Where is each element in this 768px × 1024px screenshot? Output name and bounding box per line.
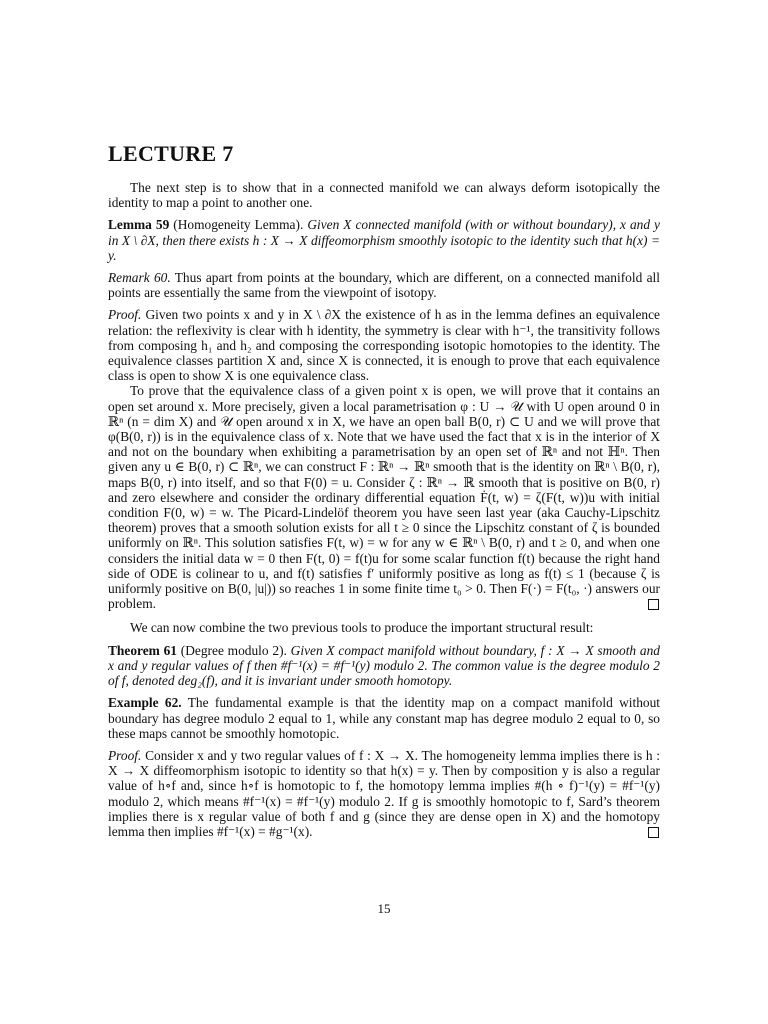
remark-label: Remark 60. xyxy=(108,270,171,286)
example-62 xyxy=(108,695,660,741)
theorem-name: (Degree modulo 2). xyxy=(180,642,287,658)
proof-label: Proof. xyxy=(108,747,142,763)
lecture-heading: LECTURE 7 xyxy=(108,141,234,166)
page-content xyxy=(108,141,660,839)
proof-label: Proof. xyxy=(108,307,142,323)
theorem-61 xyxy=(108,643,660,689)
theorem-statement: Given X compact manifold without boundary, f : X → X smooth and x and y regular values of f then #f⁻¹(x) = #f⁻¹(y) modulo 2. The common value is the degree modulo 2 of f, denoted deg₂(f), and it is invariant under smooth homotopy. xyxy=(108,642,660,689)
theorem-label: Theorem 61 xyxy=(108,642,177,658)
transition-paragraph: We can now combine the two previous tools to produce the important structural result: xyxy=(130,620,594,636)
proof-theorem xyxy=(108,748,660,839)
proof-text: Given two points x and y in X \ ∂X the existence of h as in the lemma defines an equivalence relation: the reflexivity is clear with h identity, the symmetry is clear with h⁻¹, the transitivity follows from composing h₁ and h₂ and composing the corresponding isotopic homotopies to the identity. The equivalence classes partition X and, since X is connected, it is enough to prove that each equivalence class is open to show X is one equivalence class. xyxy=(108,307,660,384)
proof-text: Consider x and y two regular values of f : X → X. The homogeneity lemma implies there is h : X → X diffeomorphism isotopic to identity so that h(x) = y. Then by composition y is also a regular value of h∘f and, since h∘f is homotopic to f, the homotopy lemma implies #(h ∘ f)⁻¹(y) = #f⁻¹(y) modulo 2, which means #f⁻¹(x) = #f⁻¹(y) modulo 2. If g is smoothly homotopic to f, Sard’s theorem implies there is x regular value of both f and g (since they are dense open in X) and the homotopy lemma then implies #f⁻¹(x) = #g⁻¹(x). xyxy=(108,747,660,839)
example-text: The fundamental example is that the identity map on a compact manifold without boundary has degree modulo 2 equal to 1, while any constant map has degree modulo 2 equal to 0, so these maps cannot be smoothly homotopic. xyxy=(108,695,661,741)
intro-paragraph: The next step is to show that in a connected manifold we can always deform isotopically the identity to map a point to another one. xyxy=(108,180,660,211)
lemma-name: (Homogeneity Lemma). xyxy=(173,217,304,233)
proof-lemma-paragraph-2 xyxy=(108,383,660,611)
proof-text: To prove that the equivalence class of a given point x is open, we will prove that it contains an open set around x. More precisely, given a local parametrisation φ : U → 𝒰 with U open around 0 in ℝⁿ (n = dim X) and 𝒰 open around x in X, we have an open ball B(0, r) ⊂ U and we will prove that φ(B(0, r)) is in the equivalence class of x. Note that we have used the fact that x is in the interior of X and not on the boundary when exhibiting a parametrisation by an open set of ℝⁿ and not ℍⁿ. Then given any u ∈ B(0, r) ⊂ ℝⁿ, we can construct F : ℝⁿ → ℝⁿ smooth that is the identity on ℝⁿ \ B(0, r), maps B(0, r) into itself, and so that F(0) = u. Consider ζ : ℝⁿ → ℝ smooth that is positive on B(0, r) and zero elsewhere and consider the ordinary differential equation Ḟ(t, w) = ζ(F(t, w))u with initial condition F(0, w) = w. The Picard-Lindelöf theorem you have seen last year (aka Cauchy-Lipschitz theorem) proves that a smooth solution exists for all t ≥ 0 since the Lipschitz constant of ζ is bounded uniformly on ℝⁿ. This solution satisfies F(t, w) = w for any w ∈ ℝⁿ \ B(0, r) and t ≥ 0, and when one considers the initial data w = 0 then F(t, 0) = f(t)u for some scalar function f(t) because the right hand side of ODE is colinear to u, and f(t) satisfies f′ uniformly positive as long as f(t) ≤ 1 (because ζ is uniformly positive on B(0, |u|)) so reaches 1 in some finite time t₀ > 0. Then F(·) = F(t₀, ·) answers our problem. xyxy=(108,383,660,612)
lemma-statement: Given X connected manifold (with or without boundary), x and y in X \ ∂X, then there exists h : X → X diffeomorphism smoothly isotopic to the identity such that h(x) = y. xyxy=(108,217,660,263)
remark-60 xyxy=(108,270,660,300)
remark-text: Thus apart from points at the boundary, which are different, on a connected manifold all points are essentially the same from the viewpoint of isotopy. xyxy=(108,270,660,301)
lemma-label: Lemma 59 xyxy=(108,217,170,233)
proof-lemma-paragraph-1 xyxy=(108,307,660,383)
qed-square-icon xyxy=(648,827,659,838)
qed-square-icon xyxy=(648,599,659,610)
example-label: Example 62. xyxy=(108,695,182,711)
lemma-59 xyxy=(108,217,660,263)
page-number: 15 xyxy=(377,901,391,916)
